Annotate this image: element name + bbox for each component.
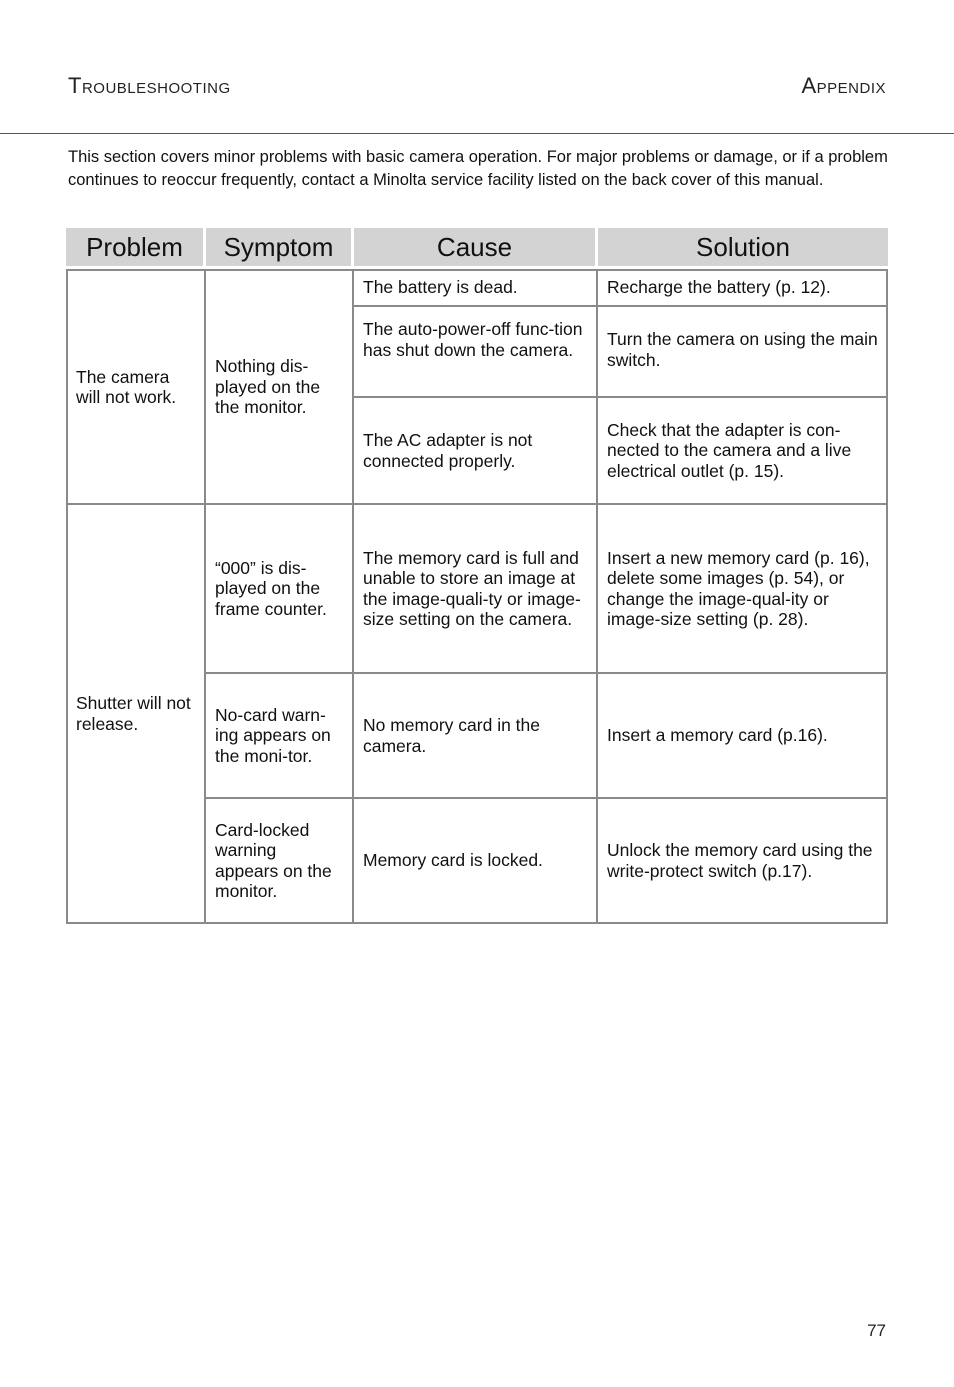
cause-cell: No memory card in the camera. xyxy=(354,674,598,799)
table-row xyxy=(66,505,888,674)
solution-cell: Check that the adapter is con-nected to the camera and a live electrical outlet (p. 15). xyxy=(598,398,888,505)
problem-cell: Shutter will not release. xyxy=(66,505,206,924)
cause-cell: The battery is dead. xyxy=(354,269,598,307)
table-header-row xyxy=(66,228,888,269)
column-header-problem: Problem xyxy=(66,228,206,269)
cause-cell: Memory card is locked. xyxy=(354,799,598,924)
column-header-symptom: Symptom xyxy=(206,228,354,269)
troubleshooting-table xyxy=(66,228,888,924)
table-row xyxy=(66,269,888,307)
solution-cell: Insert a memory card (p.16). xyxy=(598,674,888,799)
section-title: Troubleshooting xyxy=(68,73,231,98)
header-divider xyxy=(0,133,954,134)
problem-cell: The camera will not work. xyxy=(66,269,206,505)
solution-cell: Recharge the battery (p. 12). xyxy=(598,269,888,307)
intro-paragraph: This section covers minor problems with basic camera operation. For major problems or damage, or if a problem continues to reoccur frequently, contact a Minolta service facility listed on the back cover of this manual. xyxy=(68,148,888,189)
page-number: 77 xyxy=(867,1321,886,1340)
column-header-solution: Solution xyxy=(598,228,888,269)
cause-cell: The memory card is full and unable to store an image at the image-quali-ty or image-size setting on the camera. xyxy=(354,505,598,674)
cause-cell: The AC adapter is not connected properly. xyxy=(354,398,598,505)
cause-cell: The auto-power-off func-tion has shut down the camera. xyxy=(354,307,598,398)
symptom-cell: “000” is dis-played on the frame counter. xyxy=(206,505,354,674)
solution-cell: Turn the camera on using the main switch. xyxy=(598,307,888,398)
solution-cell: Unlock the memory card using the write-protect switch (p.17). xyxy=(598,799,888,924)
symptom-cell: Nothing dis-played on the the monitor. xyxy=(206,269,354,505)
solution-cell: Insert a new memory card (p. 16), delete some images (p. 54), or change the image-qual-ity or image-size setting (p. 28). xyxy=(598,505,888,674)
symptom-cell: Card-locked warning appears on the monitor. xyxy=(206,799,354,924)
column-header-cause: Cause xyxy=(354,228,598,269)
symptom-cell: No-card warn-ing appears on the moni-tor. xyxy=(206,674,354,799)
chapter-title: Appendix xyxy=(801,73,886,98)
